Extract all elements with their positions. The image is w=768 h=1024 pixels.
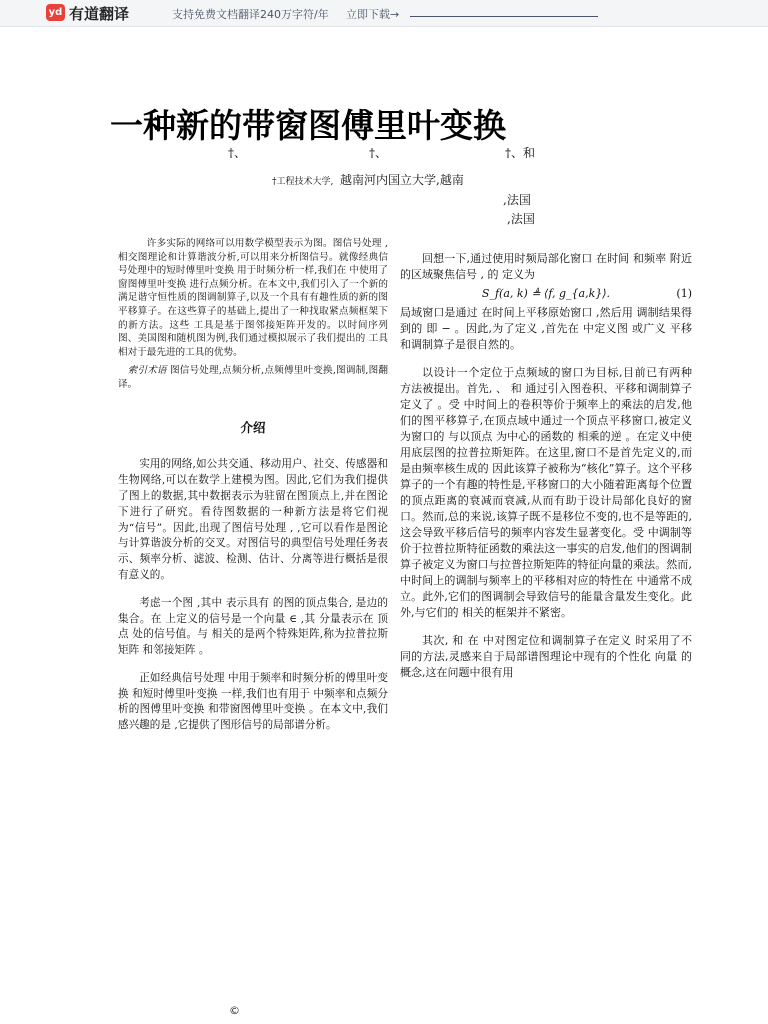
copyright-mark: © (229, 1004, 240, 1017)
right-column (400, 251, 692, 681)
right-paragraph-3: 以设计一个定位于点频域的窗口为目标,目前已有两种 方法被提出。首先, 、 和 通过引入图卷积、平移和调制算子定义了 。受 中时间上的卷积等价于频率上的乘法的启发,他们的图平移算子,在顶点域中通过一个顶点平移窗口,被定义为窗口的 与以顶点 为中心的函数的 相乘的逆 。在定义中使用底层图的拉普拉斯矩阵。在这里,窗口不是首先定义的,而是由频率核生成的 因此该算子被称为“核化”算子。这个平移算子的一个有趣的特性是,平移窗口的大小随着距离每个位置的顶点距离的衰减而衰减,从而有助于设计局部化良好的窗口。然而,总的来说,该算子既不是移位不变的,也不是等距的,这会导致平移后信号的频率内容发生显著变化。受 中调制等价于拉普拉斯特征函数的乘法这一事实的启发,他们的图调制算子被定义为窗口与拉普拉斯矩阵的特征向量的乘法。然而, 中时间上的调制与频率上的平移相对应的特性在 中通常不成立。此外,它们的图调制会导致信号的能量含量发生变化。此外,与它们的 相关的框架并不紧密。 (400, 366, 692, 619)
abstract-text: 许多实际的网络可以用数学模型表示为图。图信号处理 ,相交图理论和计算谐波分析,可以用来分析图信号。就像经典信号处理中的短时傅里叶变换 用于时频分析一样,我们在 中使用了窗图傅里叶变换 进行点频分析。在本文中,我们引入了一个新的满足谐守恒性质的图调制算子,以及一个具有有趣性质的新的图平移算子。在这些算子的基础上,提出了一种找取紧点频框架下 的新方法。这些 工具是基于图邻接矩阵开发的。以时间序列图、美国图和随机图为例,我们通过模拟展示了我们提出的 工具相对于最先进的工具的优势。 (118, 238, 388, 358)
affiliation-3: ,法国 (503, 193, 531, 207)
affiliation-4: ,法国 (507, 212, 535, 226)
author-2: †、 (369, 146, 388, 160)
author-3: †、和 (505, 146, 536, 160)
intro-paragraph-2: 考虑一个图 ,其中 表示具有 的图的顶点集合, 是边的集合。在 上定义的信号是一个向量 ∈ ,其 分量表示在 顶点 处的信号值。与 相关的是两个特殊矩阵,称为拉普拉斯矩阵 和邻接矩阵 。 (118, 596, 388, 657)
left-column (118, 237, 388, 734)
equation-1 (400, 283, 692, 305)
author-1: †、 (228, 146, 247, 160)
right-paragraph-1: 回想一下,通过使用时频局部化窗口 在时间 和频率 附近的区域聚焦信号 , 的 定义为 (400, 252, 692, 281)
affiliation-2: 越南河内国立大学,越南 (340, 173, 464, 187)
affiliation-1-text: 工程技术大学, (276, 177, 334, 187)
intro-body (118, 457, 388, 734)
paper-title: 一种新的带窗图傅里叶变换 (110, 106, 506, 145)
intro-paragraph-1: 实用的网络,如公共交通、移动用户、社交、传感器和生物网络,可以在数学上建模为图。因此,它们为我们提供了图上的数据,其中数据表示为驻留在图顶点上,并在图论 下进行了研究。看待图数据的一种新方法是将它们视为“信号”。因此,出现了图信号处理 , ,它可以看作是图论与计算谐波分析的交叉。对图信号的典型信号处理任务表示、频率分析、滤波、检测、估计、分离等进行概括是很有意义的。 (118, 458, 388, 581)
top-banner (0, 0, 768, 27)
download-link[interactable]: 立即下载→ (346, 8, 400, 21)
index-terms (118, 364, 388, 391)
right-paragraph-4: 其次, 和 在 中对图定位和调制算子在定义 时采用了不同的方法,灵感来自于局部谱图理论中现有的个性化 向量 的概念,这在问题中很有用 (400, 634, 692, 679)
youdao-logo-icon[interactable]: yd (46, 4, 65, 21)
keywords-text: 图信号处理,点频分析,点频傅里叶变换,图调制,图翻译。 (118, 365, 388, 390)
promo-slogan: 支持免费文档翻译240万字符/年 (172, 8, 329, 21)
right-paragraph-2: 局域窗口是通过 在时间上平移原始窗口 ,然后用 调制结果得到的 即 − 。因此,为了定义 ,首先在 中定义图 或广义 平移和调制算子是很自然的。 (400, 306, 692, 351)
affiliation-1 (272, 173, 333, 187)
intro-paragraph-3: 正如经典信号处理 中用于频率和时频分析的傅里叶变换 和短时傅里叶变换 一样,我们也有用于 中频率和点频分析的图傅里叶变换 和带窗图傅里叶变换 。在本文中,我们感兴趣的是 ,它提供了图形信号的局部谱分析。 (118, 671, 388, 732)
equation-body: S_f(a, k) ≜ ⟨f, g_{a,k}⟩. (481, 287, 611, 300)
brand-name[interactable]: 有道翻译 (69, 5, 130, 23)
intro-heading: 介绍 (240, 419, 266, 435)
keywords-label: 索引术语 (127, 365, 167, 377)
affiliation-mark: † (272, 177, 277, 187)
link-underline (410, 16, 598, 17)
equation-number: (1) (676, 287, 692, 300)
